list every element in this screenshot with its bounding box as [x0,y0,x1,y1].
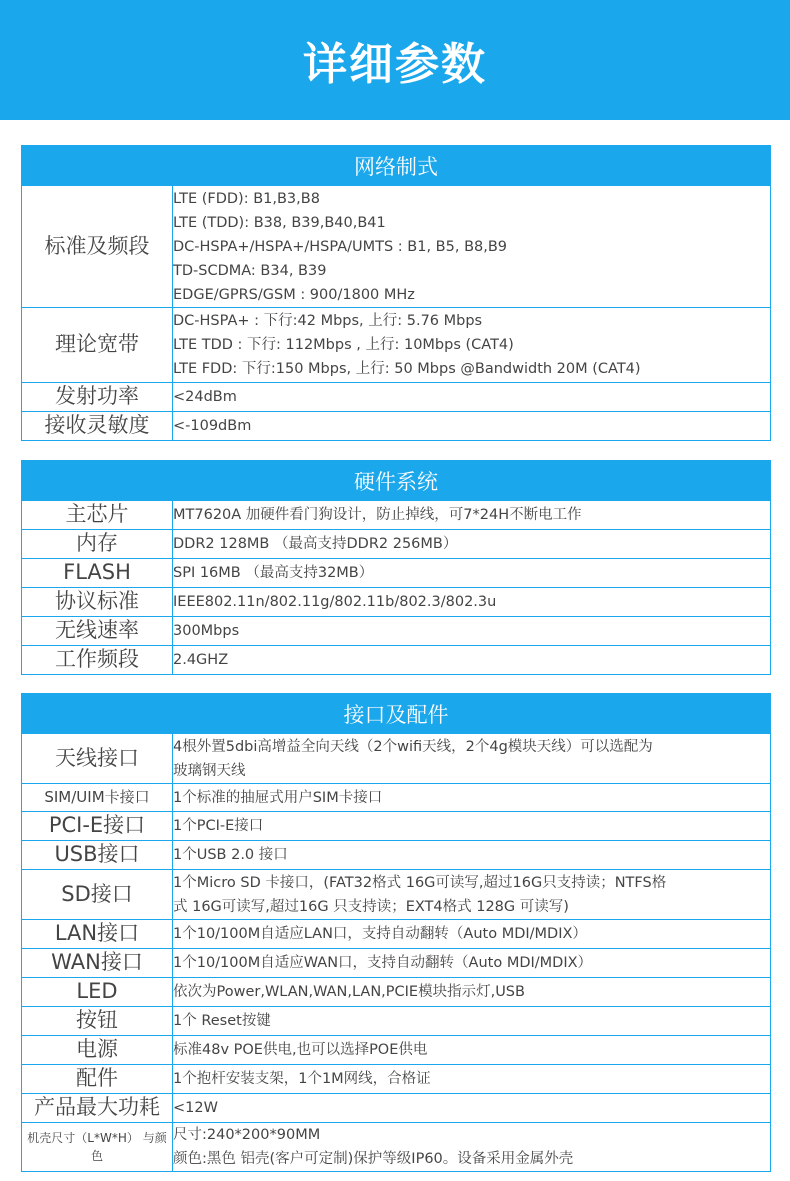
row-value: LTE (FDD): B1,B3,B8 LTE (TDD): B38, B39,B40,B41 DC-HSPA+/HSPA+/HSPA/UMTS : B1, B5, B8,B9 TD-SCDMA: B34, B39 EDGE/GPRS/GSM : 900/1800 MHz [173,186,771,308]
row-value: 1个10/100M自适应LAN口，支持自动翻转（Auto MDI/MDIX） [173,920,771,949]
table-row [22,383,771,412]
row-value: 标准48v POE供电,也可以选择POE供电 [173,1036,771,1065]
table-row [22,617,771,646]
row-value: DDR2 128MB （最高支持DDR2 256MB） [173,530,771,559]
spec-table-interfaces [21,693,771,1172]
row-value: 1个标准的抽屉式用户SIM卡接口 [173,784,771,812]
row-label: 产品最大功耗 [22,1094,173,1123]
table-row [22,646,771,675]
table-row [22,530,771,559]
row-value: 1个10/100M自适应WAN口，支持自动翻转（Auto MDI/MDIX） [173,949,771,978]
row-label: LAN接口 [22,920,173,949]
row-label: 内存 [22,530,173,559]
row-label: 接收灵敏度 [22,412,173,441]
table-row [22,949,771,978]
row-label: LED [22,978,173,1007]
row-label: 发射功率 [22,383,173,412]
row-value: SPI 16MB （最高支持32MB） [173,559,771,588]
row-value: 300Mbps [173,617,771,646]
row-label: 天线接口 [22,734,173,784]
row-label: WAN接口 [22,949,173,978]
table-row [22,734,771,784]
table-row [22,186,771,308]
row-value: 依次为Power,WLAN,WAN,LAN,PCIE模块指示灯,USB [173,978,771,1007]
row-label: 主芯片 [22,501,173,530]
row-label: SIM/UIM卡接口 [22,784,173,812]
table-row [22,1094,771,1123]
row-label: 无线速率 [22,617,173,646]
header-banner [0,0,790,120]
table-row [22,1036,771,1065]
row-value: <-109dBm [173,412,771,441]
row-value: 1个抱杆安装支架，1个1M网线，合格证 [173,1065,771,1094]
table-row [22,978,771,1007]
row-value: <24dBm [173,383,771,412]
row-value: DC-HSPA+ : 下行:42 Mbps, 上行: 5.76 Mbps LTE TDD : 下行: 112Mbps , 上行: 10Mbps (CAT4) LTE FDD: 下行:150 Mbps, 上行: 50 Mbps @Bandwidth 20M (CAT4) [173,308,771,383]
row-value: 1个PCI-E接口 [173,812,771,841]
row-value: 尺寸:240*200*90MM 颜色:黑色 铝壳(客户可定制)保护等级IP60。设备采用金属外壳 [173,1123,771,1172]
section-title: 网络制式 [22,146,771,186]
table-row [22,812,771,841]
spec-table-hardware [21,460,771,675]
row-label: 理论宽带 [22,308,173,383]
table-row [22,1123,771,1172]
table-row [22,412,771,441]
table-row [22,870,771,920]
row-label: 电源 [22,1036,173,1065]
row-value: <12W [173,1094,771,1123]
page-title: 详细参数 [303,39,487,90]
row-value: 4根外置5dbi高增益全向天线（2个wifi天线，2个4g模块天线）可以选配为 玻璃钢天线 [173,734,771,784]
table-row [22,1065,771,1094]
section-title: 接口及配件 [22,694,771,734]
row-label: 配件 [22,1065,173,1094]
row-value: 2.4GHZ [173,646,771,675]
table-row [22,308,771,383]
row-label: USB接口 [22,841,173,870]
row-value: IEEE802.11n/802.11g/802.11b/802.3/802.3u [173,588,771,617]
table-row [22,841,771,870]
row-label: 协议标准 [22,588,173,617]
section-title: 硬件系统 [22,461,771,501]
spec-table-network [21,145,771,441]
table-row [22,920,771,949]
table-row [22,1007,771,1036]
row-label: 工作频段 [22,646,173,675]
row-label: 机壳尺寸（L*W*H） 与颜色 [22,1123,173,1172]
table-row [22,559,771,588]
row-label: FLASH [22,559,173,588]
row-value: MT7620A 加硬件看门狗设计，防止掉线，可7*24H不断电工作 [173,501,771,530]
row-label: PCI-E接口 [22,812,173,841]
row-label: 标准及频段 [22,186,173,308]
table-row [22,588,771,617]
row-label: SD接口 [22,870,173,920]
table-row [22,501,771,530]
row-label: 按钮 [22,1007,173,1036]
row-value: 1个 Reset按键 [173,1007,771,1036]
row-value: 1个Micro SD 卡接口，(FAT32格式 16G可读写,超过16G只支持读；NTFS格 式 16G可读写,超过16G 只支持读；EXT4格式 128G 可读写) [173,870,771,920]
table-row [22,784,771,812]
row-value: 1个USB 2.0 接口 [173,841,771,870]
